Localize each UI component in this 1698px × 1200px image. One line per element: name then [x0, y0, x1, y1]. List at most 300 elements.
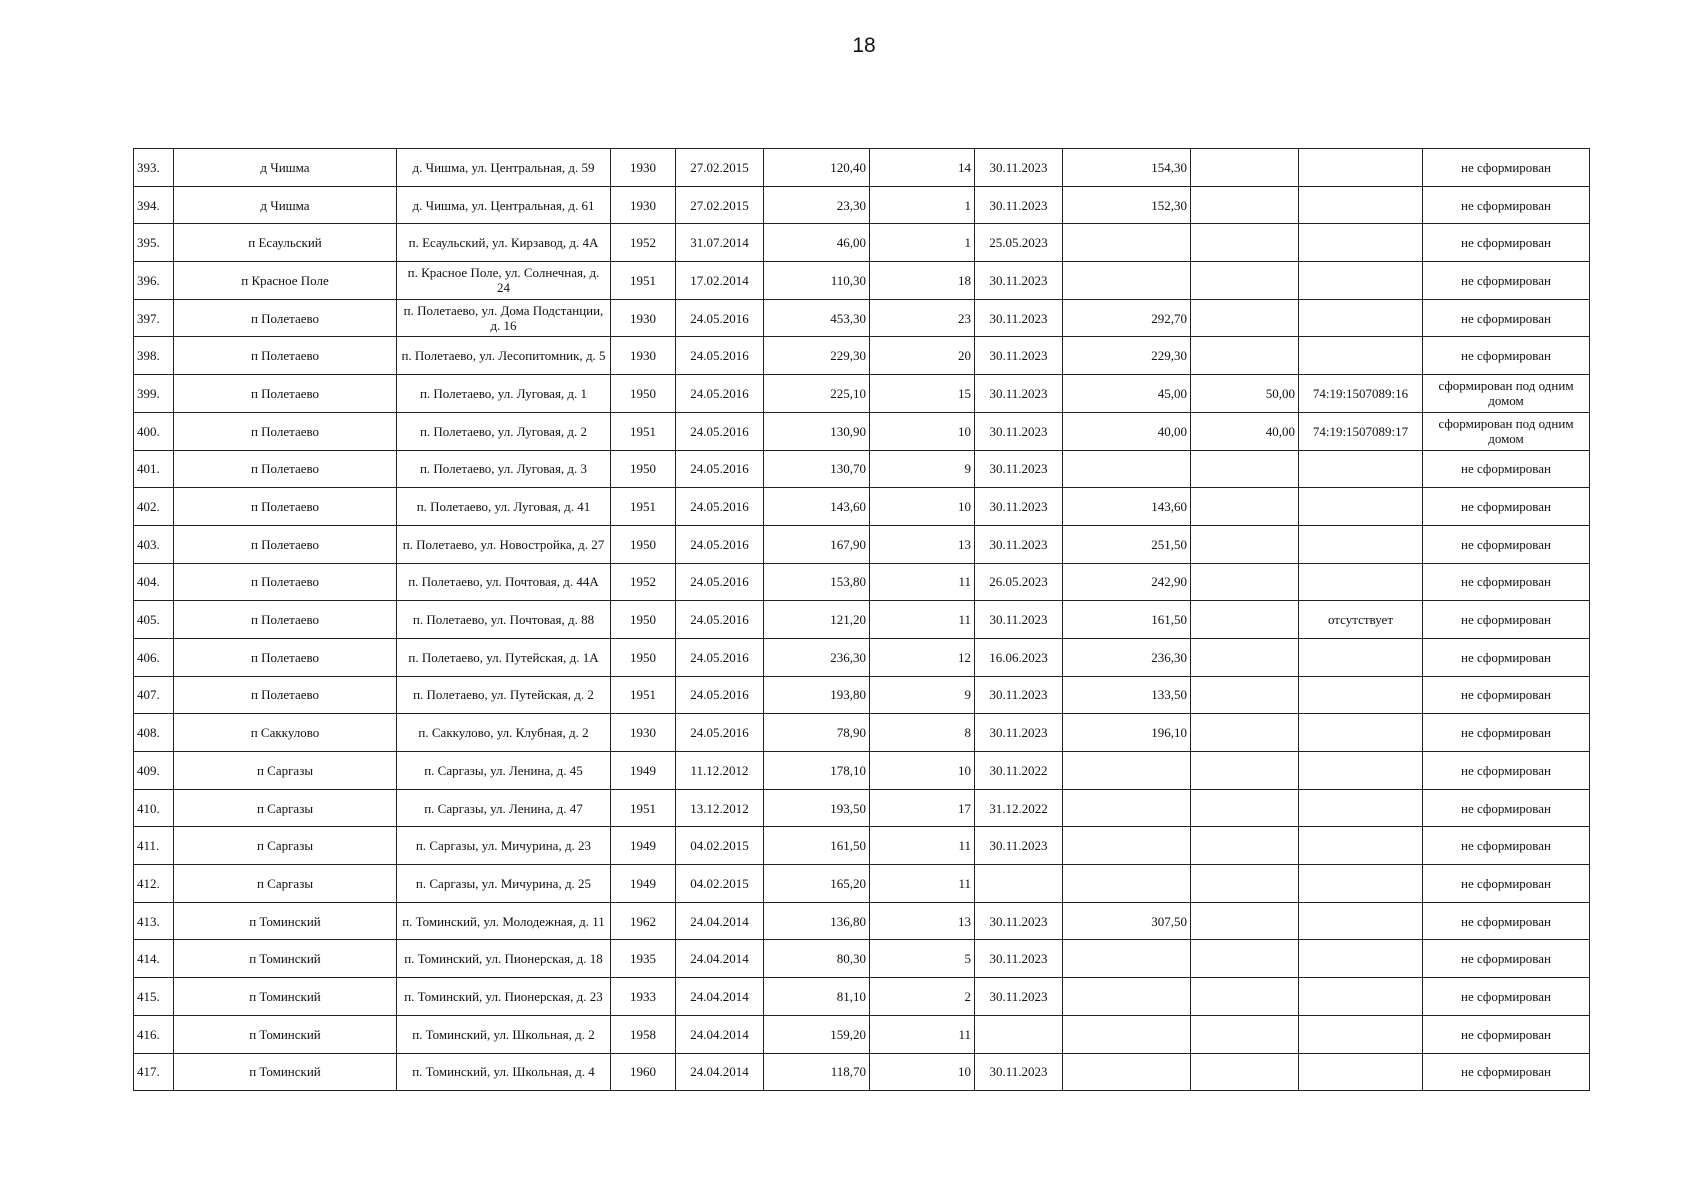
settlement-name-cell: п Полетаево [174, 638, 397, 676]
land-plot-area-cell [1191, 149, 1299, 187]
land-plot-status-cell: не сформирован [1423, 789, 1590, 827]
row-number-cell: 413. [134, 902, 174, 940]
settlement-name-cell: п Полетаево [174, 299, 397, 337]
recognition-date-cell: 31.07.2014 [676, 224, 764, 262]
resettlement-deadline-cell: 30.11.2023 [975, 601, 1063, 639]
recognition-date-cell: 24.04.2014 [676, 940, 764, 978]
table-body [134, 149, 1590, 1091]
area-value-cell: 196,10 [1063, 714, 1191, 752]
land-plot-status-cell: не сформирован [1423, 978, 1590, 1016]
house-address-cell: п. Полетаево, ул. Почтовая, д. 44А [397, 563, 611, 601]
house-address-cell: п. Томинский, ул. Школьная, д. 2 [397, 1015, 611, 1053]
housing-registry-table [133, 148, 1590, 1091]
area-value-cell [1063, 262, 1191, 300]
living-area-cell: 118,70 [764, 1053, 870, 1091]
area-value-cell [1063, 789, 1191, 827]
resettlement-deadline-cell: 16.06.2023 [975, 638, 1063, 676]
land-plot-status-cell: не сформирован [1423, 488, 1590, 526]
settlement-name-cell: п Томинский [174, 902, 397, 940]
table-row [134, 1053, 1590, 1091]
table-row [134, 789, 1590, 827]
living-area-cell: 165,20 [764, 865, 870, 903]
residents-count-cell: 13 [870, 525, 975, 563]
table-row [134, 224, 1590, 262]
resettlement-deadline-cell: 30.11.2023 [975, 488, 1063, 526]
resettlement-deadline-cell: 25.05.2023 [975, 224, 1063, 262]
table-row [134, 563, 1590, 601]
living-area-cell: 453,30 [764, 299, 870, 337]
living-area-cell: 46,00 [764, 224, 870, 262]
area-value-cell [1063, 450, 1191, 488]
build-year-cell: 1951 [611, 676, 676, 714]
resettlement-deadline-cell [975, 1015, 1063, 1053]
cadastral-number-cell [1299, 752, 1423, 790]
resettlement-deadline-cell: 30.11.2023 [975, 902, 1063, 940]
table-row [134, 865, 1590, 903]
area-value-cell: 236,30 [1063, 638, 1191, 676]
land-plot-area-cell [1191, 752, 1299, 790]
build-year-cell: 1960 [611, 1053, 676, 1091]
cadastral-number-cell [1299, 563, 1423, 601]
land-plot-area-cell [1191, 978, 1299, 1016]
residents-count-cell: 10 [870, 412, 975, 450]
cadastral-number-cell [1299, 262, 1423, 300]
recognition-date-cell: 24.05.2016 [676, 714, 764, 752]
living-area-cell: 193,50 [764, 789, 870, 827]
build-year-cell: 1950 [611, 601, 676, 639]
land-plot-status-cell: не сформирован [1423, 299, 1590, 337]
residents-count-cell: 10 [870, 752, 975, 790]
residents-count-cell: 2 [870, 978, 975, 1016]
land-plot-status-cell: не сформирован [1423, 601, 1590, 639]
resettlement-deadline-cell: 30.11.2023 [975, 676, 1063, 714]
land-plot-area-cell [1191, 827, 1299, 865]
house-address-cell: п. Красное Поле, ул. Солнечная, д. 24 [397, 262, 611, 300]
build-year-cell: 1950 [611, 638, 676, 676]
land-plot-area-cell [1191, 940, 1299, 978]
row-number-cell: 407. [134, 676, 174, 714]
recognition-date-cell: 04.02.2015 [676, 827, 764, 865]
build-year-cell: 1962 [611, 902, 676, 940]
table-row [134, 638, 1590, 676]
row-number-cell: 394. [134, 186, 174, 224]
land-plot-area-cell: 50,00 [1191, 375, 1299, 413]
recognition-date-cell: 24.05.2016 [676, 601, 764, 639]
row-number-cell: 415. [134, 978, 174, 1016]
row-number-cell: 397. [134, 299, 174, 337]
land-plot-area-cell [1191, 1053, 1299, 1091]
resettlement-deadline-cell: 30.11.2023 [975, 337, 1063, 375]
land-plot-area-cell [1191, 638, 1299, 676]
row-number-cell: 414. [134, 940, 174, 978]
land-plot-area-cell: 40,00 [1191, 412, 1299, 450]
recognition-date-cell: 24.05.2016 [676, 563, 764, 601]
area-value-cell: 45,00 [1063, 375, 1191, 413]
land-plot-status-cell: не сформирован [1423, 450, 1590, 488]
row-number-cell: 409. [134, 752, 174, 790]
row-number-cell: 406. [134, 638, 174, 676]
living-area-cell: 110,30 [764, 262, 870, 300]
area-value-cell: 292,70 [1063, 299, 1191, 337]
house-address-cell: п. Полетаево, ул. Почтовая, д. 88 [397, 601, 611, 639]
land-plot-area-cell [1191, 676, 1299, 714]
living-area-cell: 153,80 [764, 563, 870, 601]
settlement-name-cell: п Полетаево [174, 337, 397, 375]
land-plot-status-cell: не сформирован [1423, 865, 1590, 903]
build-year-cell: 1930 [611, 299, 676, 337]
residents-count-cell: 17 [870, 789, 975, 827]
resettlement-deadline-cell: 30.11.2023 [975, 412, 1063, 450]
row-number-cell: 400. [134, 412, 174, 450]
land-plot-area-cell [1191, 525, 1299, 563]
area-value-cell [1063, 940, 1191, 978]
land-plot-status-cell: сформирован под одним домом [1423, 412, 1590, 450]
cadastral-number-cell [1299, 865, 1423, 903]
recognition-date-cell: 17.02.2014 [676, 262, 764, 300]
area-value-cell [1063, 1053, 1191, 1091]
resettlement-deadline-cell: 30.11.2023 [975, 186, 1063, 224]
living-area-cell: 225,10 [764, 375, 870, 413]
resettlement-deadline-cell: 30.11.2023 [975, 978, 1063, 1016]
resettlement-deadline-cell: 31.12.2022 [975, 789, 1063, 827]
recognition-date-cell: 24.05.2016 [676, 450, 764, 488]
land-plot-status-cell: не сформирован [1423, 337, 1590, 375]
area-value-cell: 154,30 [1063, 149, 1191, 187]
table-row [134, 412, 1590, 450]
land-plot-area-cell [1191, 1015, 1299, 1053]
table-row [134, 375, 1590, 413]
area-value-cell [1063, 1015, 1191, 1053]
row-number-cell: 395. [134, 224, 174, 262]
recognition-date-cell: 27.02.2015 [676, 186, 764, 224]
row-number-cell: 396. [134, 262, 174, 300]
house-address-cell: п. Полетаево, ул. Луговая, д. 2 [397, 412, 611, 450]
build-year-cell: 1930 [611, 337, 676, 375]
cadastral-number-cell [1299, 1015, 1423, 1053]
table-row [134, 601, 1590, 639]
row-number-cell: 403. [134, 525, 174, 563]
row-number-cell: 410. [134, 789, 174, 827]
house-address-cell: п. Саргазы, ул. Мичурина, д. 25 [397, 865, 611, 903]
settlement-name-cell: п Полетаево [174, 601, 397, 639]
house-address-cell: п. Саккулово, ул. Клубная, д. 2 [397, 714, 611, 752]
land-plot-area-cell [1191, 563, 1299, 601]
settlement-name-cell: п Саргазы [174, 865, 397, 903]
recognition-date-cell: 24.05.2016 [676, 676, 764, 714]
house-address-cell: п. Томинский, ул. Школьная, д. 4 [397, 1053, 611, 1091]
resettlement-deadline-cell: 30.11.2023 [975, 299, 1063, 337]
living-area-cell: 143,60 [764, 488, 870, 526]
cadastral-number-cell [1299, 525, 1423, 563]
residents-count-cell: 11 [870, 1015, 975, 1053]
land-plot-area-cell [1191, 186, 1299, 224]
resettlement-deadline-cell: 30.11.2023 [975, 262, 1063, 300]
settlement-name-cell: п Полетаево [174, 412, 397, 450]
house-address-cell: п. Полетаево, ул. Луговая, д. 3 [397, 450, 611, 488]
settlement-name-cell: п Томинский [174, 1053, 397, 1091]
area-value-cell: 143,60 [1063, 488, 1191, 526]
settlement-name-cell: п Саргазы [174, 789, 397, 827]
cadastral-number-cell [1299, 224, 1423, 262]
table-row [134, 149, 1590, 187]
house-address-cell: п. Полетаево, ул. Путейская, д. 2 [397, 676, 611, 714]
build-year-cell: 1949 [611, 865, 676, 903]
build-year-cell: 1930 [611, 149, 676, 187]
recognition-date-cell: 24.05.2016 [676, 299, 764, 337]
build-year-cell: 1952 [611, 563, 676, 601]
build-year-cell: 1933 [611, 978, 676, 1016]
cadastral-number-cell [1299, 186, 1423, 224]
build-year-cell: 1951 [611, 412, 676, 450]
resettlement-deadline-cell: 30.11.2023 [975, 1053, 1063, 1091]
land-plot-status-cell: не сформирован [1423, 149, 1590, 187]
cadastral-number-cell [1299, 450, 1423, 488]
row-number-cell: 393. [134, 149, 174, 187]
residents-count-cell: 13 [870, 902, 975, 940]
table-row [134, 337, 1590, 375]
settlement-name-cell: п Саккулово [174, 714, 397, 752]
table-row [134, 714, 1590, 752]
row-number-cell: 411. [134, 827, 174, 865]
house-address-cell: п. Томинский, ул. Пионерская, д. 23 [397, 978, 611, 1016]
residents-count-cell: 1 [870, 224, 975, 262]
land-plot-status-cell: не сформирован [1423, 902, 1590, 940]
resettlement-deadline-cell [975, 865, 1063, 903]
residents-count-cell: 11 [870, 563, 975, 601]
cadastral-number-cell [1299, 149, 1423, 187]
living-area-cell: 193,80 [764, 676, 870, 714]
row-number-cell: 412. [134, 865, 174, 903]
house-address-cell: п. Полетаево, ул. Луговая, д. 1 [397, 375, 611, 413]
cadastral-number-cell [1299, 337, 1423, 375]
area-value-cell: 161,50 [1063, 601, 1191, 639]
land-plot-status-cell: не сформирован [1423, 1015, 1590, 1053]
settlement-name-cell: п Полетаево [174, 676, 397, 714]
area-value-cell: 40,00 [1063, 412, 1191, 450]
land-plot-status-cell: не сформирован [1423, 525, 1590, 563]
residents-count-cell: 11 [870, 601, 975, 639]
recognition-date-cell: 13.12.2012 [676, 789, 764, 827]
land-plot-status-cell: не сформирован [1423, 940, 1590, 978]
cadastral-number-cell [1299, 789, 1423, 827]
living-area-cell: 120,40 [764, 149, 870, 187]
area-value-cell [1063, 827, 1191, 865]
build-year-cell: 1951 [611, 262, 676, 300]
recognition-date-cell: 24.04.2014 [676, 1015, 764, 1053]
house-address-cell: п. Томинский, ул. Молодежная, д. 11 [397, 902, 611, 940]
row-number-cell: 399. [134, 375, 174, 413]
row-number-cell: 416. [134, 1015, 174, 1053]
resettlement-deadline-cell: 26.05.2023 [975, 563, 1063, 601]
cadastral-number-cell [1299, 488, 1423, 526]
table-row [134, 978, 1590, 1016]
residents-count-cell: 20 [870, 337, 975, 375]
land-plot-status-cell: не сформирован [1423, 638, 1590, 676]
house-address-cell: п. Полетаево, ул. Лесопитомник, д. 5 [397, 337, 611, 375]
resettlement-deadline-cell: 30.11.2023 [975, 450, 1063, 488]
recognition-date-cell: 24.05.2016 [676, 525, 764, 563]
settlement-name-cell: п Красное Поле [174, 262, 397, 300]
land-plot-area-cell [1191, 337, 1299, 375]
resettlement-deadline-cell: 30.11.2023 [975, 149, 1063, 187]
cadastral-number-cell [1299, 902, 1423, 940]
settlement-name-cell: п Есаульский [174, 224, 397, 262]
recognition-date-cell: 24.05.2016 [676, 638, 764, 676]
cadastral-number-cell [1299, 978, 1423, 1016]
cadastral-number-cell [1299, 676, 1423, 714]
row-number-cell: 417. [134, 1053, 174, 1091]
settlement-name-cell: п Саргазы [174, 752, 397, 790]
land-plot-area-cell [1191, 450, 1299, 488]
row-number-cell: 405. [134, 601, 174, 639]
settlement-name-cell: п Томинский [174, 978, 397, 1016]
area-value-cell: 307,50 [1063, 902, 1191, 940]
residents-count-cell: 9 [870, 450, 975, 488]
cadastral-number-cell: 74:19:1507089:17 [1299, 412, 1423, 450]
page-number: 18 [852, 34, 876, 57]
living-area-cell: 178,10 [764, 752, 870, 790]
build-year-cell: 1950 [611, 525, 676, 563]
residents-count-cell: 10 [870, 488, 975, 526]
house-address-cell: п. Саргазы, ул. Ленина, д. 47 [397, 789, 611, 827]
recognition-date-cell: 27.02.2015 [676, 149, 764, 187]
living-area-cell: 78,90 [764, 714, 870, 752]
land-plot-status-cell: не сформирован [1423, 714, 1590, 752]
table-row [134, 902, 1590, 940]
settlement-name-cell: д Чишма [174, 186, 397, 224]
settlement-name-cell: п Полетаево [174, 488, 397, 526]
living-area-cell: 23,30 [764, 186, 870, 224]
land-plot-area-cell [1191, 714, 1299, 752]
build-year-cell: 1935 [611, 940, 676, 978]
build-year-cell: 1949 [611, 752, 676, 790]
living-area-cell: 159,20 [764, 1015, 870, 1053]
recognition-date-cell: 24.05.2016 [676, 375, 764, 413]
residents-count-cell: 5 [870, 940, 975, 978]
settlement-name-cell: п Томинский [174, 940, 397, 978]
living-area-cell: 121,20 [764, 601, 870, 639]
resettlement-deadline-cell: 30.11.2023 [975, 525, 1063, 563]
residents-count-cell: 12 [870, 638, 975, 676]
resettlement-deadline-cell: 30.11.2022 [975, 752, 1063, 790]
resettlement-deadline-cell: 30.11.2023 [975, 375, 1063, 413]
area-value-cell: 229,30 [1063, 337, 1191, 375]
row-number-cell: 402. [134, 488, 174, 526]
build-year-cell: 1930 [611, 186, 676, 224]
cadastral-number-cell [1299, 638, 1423, 676]
house-address-cell: д. Чишма, ул. Центральная, д. 59 [397, 149, 611, 187]
residents-count-cell: 14 [870, 149, 975, 187]
table-row [134, 676, 1590, 714]
residents-count-cell: 11 [870, 827, 975, 865]
house-address-cell: п. Полетаево, ул. Дома Подстанции, д. 16 [397, 299, 611, 337]
land-plot-status-cell: не сформирован [1423, 224, 1590, 262]
build-year-cell: 1951 [611, 789, 676, 827]
house-address-cell: п. Полетаево, ул. Новостройка, д. 27 [397, 525, 611, 563]
land-plot-area-cell [1191, 902, 1299, 940]
settlement-name-cell: п Полетаево [174, 563, 397, 601]
house-address-cell: п. Саргазы, ул. Ленина, д. 45 [397, 752, 611, 790]
land-plot-status-cell: сформирован под одним домом [1423, 375, 1590, 413]
cadastral-number-cell [1299, 827, 1423, 865]
land-plot-status-cell: не сформирован [1423, 676, 1590, 714]
table-row [134, 940, 1590, 978]
build-year-cell: 1950 [611, 450, 676, 488]
living-area-cell: 130,70 [764, 450, 870, 488]
recognition-date-cell: 04.02.2015 [676, 865, 764, 903]
area-value-cell: 133,50 [1063, 676, 1191, 714]
house-address-cell: п. Саргазы, ул. Мичурина, д. 23 [397, 827, 611, 865]
build-year-cell: 1930 [611, 714, 676, 752]
build-year-cell: 1952 [611, 224, 676, 262]
recognition-date-cell: 24.05.2016 [676, 337, 764, 375]
living-area-cell: 236,30 [764, 638, 870, 676]
area-value-cell: 242,90 [1063, 563, 1191, 601]
table-row [134, 752, 1590, 790]
residents-count-cell: 23 [870, 299, 975, 337]
living-area-cell: 136,80 [764, 902, 870, 940]
cadastral-number-cell: 74:19:1507089:16 [1299, 375, 1423, 413]
residents-count-cell: 15 [870, 375, 975, 413]
recognition-date-cell: 24.04.2014 [676, 902, 764, 940]
resettlement-deadline-cell: 30.11.2023 [975, 827, 1063, 865]
build-year-cell: 1950 [611, 375, 676, 413]
build-year-cell: 1958 [611, 1015, 676, 1053]
land-plot-area-cell [1191, 299, 1299, 337]
area-value-cell [1063, 752, 1191, 790]
table-row [134, 1015, 1590, 1053]
living-area-cell: 81,10 [764, 978, 870, 1016]
living-area-cell: 167,90 [764, 525, 870, 563]
living-area-cell: 80,30 [764, 940, 870, 978]
land-plot-area-cell [1191, 488, 1299, 526]
residents-count-cell: 10 [870, 1053, 975, 1091]
land-plot-status-cell: не сформирован [1423, 563, 1590, 601]
recognition-date-cell: 24.05.2016 [676, 412, 764, 450]
row-number-cell: 401. [134, 450, 174, 488]
row-number-cell: 408. [134, 714, 174, 752]
residents-count-cell: 11 [870, 865, 975, 903]
house-address-cell: п. Полетаево, ул. Путейская, д. 1А [397, 638, 611, 676]
build-year-cell: 1949 [611, 827, 676, 865]
settlement-name-cell: п Полетаево [174, 450, 397, 488]
land-plot-status-cell: не сформирован [1423, 262, 1590, 300]
land-plot-status-cell: не сформирован [1423, 186, 1590, 224]
land-plot-area-cell [1191, 789, 1299, 827]
land-plot-status-cell: не сформирован [1423, 1053, 1590, 1091]
table-row [134, 262, 1590, 300]
land-plot-area-cell [1191, 224, 1299, 262]
settlement-name-cell: п Томинский [174, 1015, 397, 1053]
area-value-cell [1063, 865, 1191, 903]
resettlement-deadline-cell: 30.11.2023 [975, 714, 1063, 752]
area-value-cell [1063, 978, 1191, 1016]
table-row [134, 488, 1590, 526]
table-row [134, 450, 1590, 488]
cadastral-number-cell [1299, 714, 1423, 752]
table-row [134, 525, 1590, 563]
land-plot-area-cell [1191, 601, 1299, 639]
house-address-cell: п. Томинский, ул. Пионерская, д. 18 [397, 940, 611, 978]
cadastral-number-cell [1299, 299, 1423, 337]
settlement-name-cell: п Полетаево [174, 525, 397, 563]
land-plot-area-cell [1191, 865, 1299, 903]
house-address-cell: п. Есаульский, ул. Кирзавод, д. 4А [397, 224, 611, 262]
table-row [134, 299, 1590, 337]
residents-count-cell: 18 [870, 262, 975, 300]
recognition-date-cell: 24.05.2016 [676, 488, 764, 526]
land-plot-area-cell [1191, 262, 1299, 300]
